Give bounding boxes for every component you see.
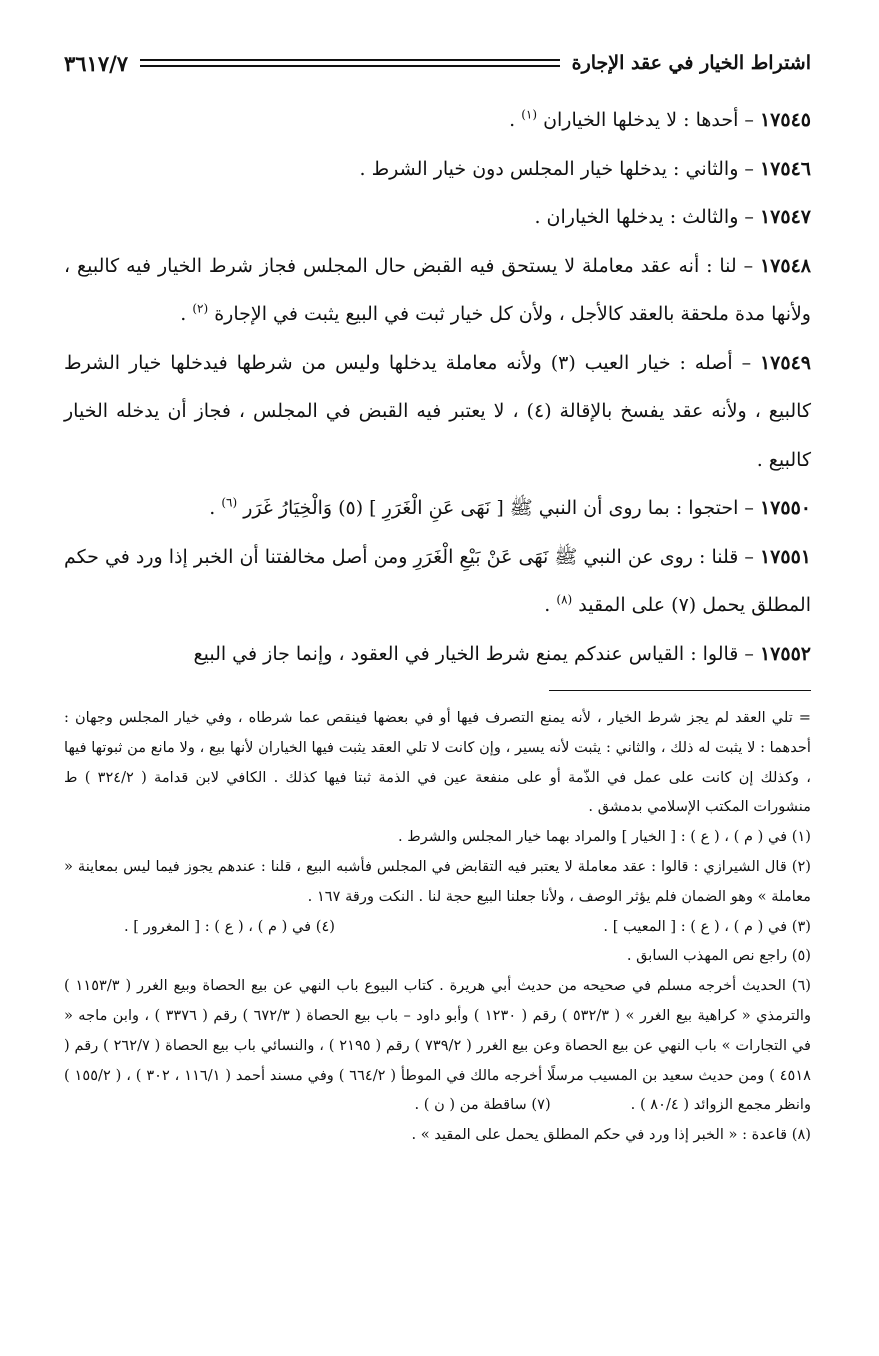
footnote-6 <box>64 971 811 1120</box>
paragraph-end: . <box>544 594 557 616</box>
footnote-ref[interactable]: (١) <box>521 107 538 122</box>
footnote-ref[interactable]: (٦) <box>221 495 238 510</box>
issue-number: ١٧٥٥٠ <box>759 497 811 519</box>
footnote-ref[interactable]: (٢) <box>192 301 209 316</box>
issue-number: ١٧٥٤٨ <box>759 254 811 277</box>
page-number: ٣٦١٧/٧ <box>64 50 129 76</box>
running-header <box>64 46 811 80</box>
footnote-1: (١) في ( م ) ، ( ع ) : [ الخيار ] والمراد بهما خيار المجلس والشرط . <box>398 828 811 846</box>
paragraph-17549 <box>64 339 811 485</box>
paragraph-end: . <box>180 303 193 325</box>
paragraph-17550 <box>64 484 811 533</box>
continuation-mark: = <box>798 709 811 726</box>
paragraph-text: – والثاني : يدخلها خيار المجلس دون خيار الشرط . <box>359 157 760 180</box>
footnote-8: (٨) قاعدة : « الخبر إذا ورد في حكم المطلق يحمل على المقيد » . <box>411 1126 811 1144</box>
footnote-3: (٣) في ( م ) ، ( ع ) : [ المعيب ] . <box>603 917 811 935</box>
paragraph-text: – قالوا : القياس عندكم يمنع شرط الخيار في العقود ، وإنما جاز في البيع <box>193 642 760 665</box>
paragraph-17551 <box>64 533 811 630</box>
issue-number: ١٧٥٤٦ <box>759 157 811 180</box>
paragraph-end: . <box>209 497 222 519</box>
paragraph-text: – لنا : أنه عقد معاملة لا يستحق فيه القبض حال المجلس فجاز شرط الخيار فيه كالبيع ، ولأنها مدة ملحقة بالعقد كالأجل ، ولأن كل خيار ثبت في البيع يثبت في الإجارة <box>64 254 811 325</box>
issue-number: ١٧٥٤٥ <box>759 109 811 131</box>
paragraph-17548 <box>64 242 811 339</box>
running-title: اشتراط الخيار في عقد الإجارة <box>571 52 811 74</box>
issue-number: ١٧٥٤٧ <box>759 206 811 228</box>
issue-number: ١٧٥٥١ <box>759 545 811 568</box>
footnote-5: (٥) راجع نص المهذب السابق . <box>626 947 811 965</box>
issue-number: ١٧٥٤٩ <box>759 351 811 374</box>
paragraph-end: . <box>509 109 522 131</box>
paragraph-17552 <box>64 630 811 679</box>
footnote-2: (٢) قال الشيرازي : قالوا : عقد معاملة لا يعتبر فيه التقابض في المجلس فأشبه البيع ، قلنا : عندهم يجوز فيما ليس بمعاينة « معاملة » وهو الضمان فلم يؤثر الوصف ، ولأنا جعلنا البيع حجة لنا . النكت ورقة ١٦٧ . <box>64 857 811 905</box>
paragraph-text: – قلنا : روى عن النبي ﷺ نَهَى عَنْ بَيْعِ الْغَرَرِ ومن أصل مخالفتنا أن الخبر إذا ورد في حكم المطلق يحمل (٧) على المقيد <box>64 545 811 616</box>
paragraph-text: – والثالث : يدخلها الخياران . <box>534 206 760 228</box>
footnote-separator <box>549 690 811 691</box>
paragraph-text: – أحدها : لا يدخلها الخياران <box>543 109 760 131</box>
book-page <box>64 0 811 1356</box>
main-text <box>64 96 811 678</box>
footnotes-3-4 <box>64 912 811 942</box>
paragraph-text: – احتجوا : بما روى أن النبي ﷺ [ نَهَى عَنِ الْغَرَرِ ] (٥) وَالْخِيَارُ غَرَر <box>243 497 760 519</box>
footnote-continuation <box>64 703 811 822</box>
footnote-text: تلي العقد لم يجز شرط الخيار ، لأنه يمنع التصرف فيها أو في بعضها فينقص عما شرطاه ، وفي خيار المجلس وجهان : أحدهما : لا يثبت له ذلك ، والثاني : يثبت لأنه يسير ، وإن كانت لا تلي العقد يثبت فيها الخياران لأنها بيع ، ولا مانع من ثبوتها فيها ، وكذلك إن كانت على عمل في الذّمة أو على منفعة عين في الذمة ثبتا فيها كذلك . الكافي لابن قدامة ( ٣٢٤/٢ ) ط منشورات المكتب الإسلامي بدمشق . <box>64 709 812 816</box>
footnote-4: (٤) في ( م ) ، ( ع ) : [ المغرور ] . <box>124 917 335 935</box>
paragraph-text: – أصله : خيار العيب (٣) ولأنه معاملة يدخلها وليس من شرطها فيدخلها خيار الشرط كالبيع ، ولأنه عقد يفسخ بالإقالة (٤) ، لا يعتبر فيه القبض في المجلس ، فجاز أن يدخله الخيار كالبيع . <box>64 351 811 471</box>
footnote-ref[interactable]: (٨) <box>556 592 573 607</box>
paragraph-17545 <box>64 96 811 145</box>
header-rule <box>140 59 560 67</box>
issue-number: ١٧٥٥٢ <box>759 642 811 665</box>
footnotes <box>64 703 811 1150</box>
paragraph-17546 <box>64 145 811 194</box>
footnote-7: (٧) ساقطة من ( ن ) . <box>414 1096 551 1114</box>
paragraph-17547 <box>64 193 811 242</box>
footnote-text: (٦) الحديث أخرجه مسلم في صحيحه من حديث أبي هريرة . كتاب البيوع باب النهي عن بيع الحصاة وبيع الغرر ( ١١٥٣/٣ ) والترمذي « كراهية بيع الغرر » ( ٥٣٢/٣ ) رقم ( ١٢٣٠ ) وأبو داود – باب بيع الحصاة ( ٦٧٢/٣ ) رقم ( ٣٣٧٦ ) ، وابن ماجه « في التجارات » باب النهي عن بيع الحصاة وعن بيع الغرر ( ٧٣٩/٢ ) رقم ( ٢١٩٥ ) ، والنسائي باب بيع الحصاة ( ٢٦٢/٧ ) رقم ( ٤٥١٨ ) ومن حديث سعيد بن المسيب مرسلًا أخرجه مالك في الموطأ ( ٦٦٤/٢ ) وفي مسند أحمد ( ١١٦/١ ، ٣٠٢ ) ، ( ١٥٥/٢ ) وانظر مجمع الزوائد ( ٨٠/٤ ) . <box>64 977 812 1114</box>
